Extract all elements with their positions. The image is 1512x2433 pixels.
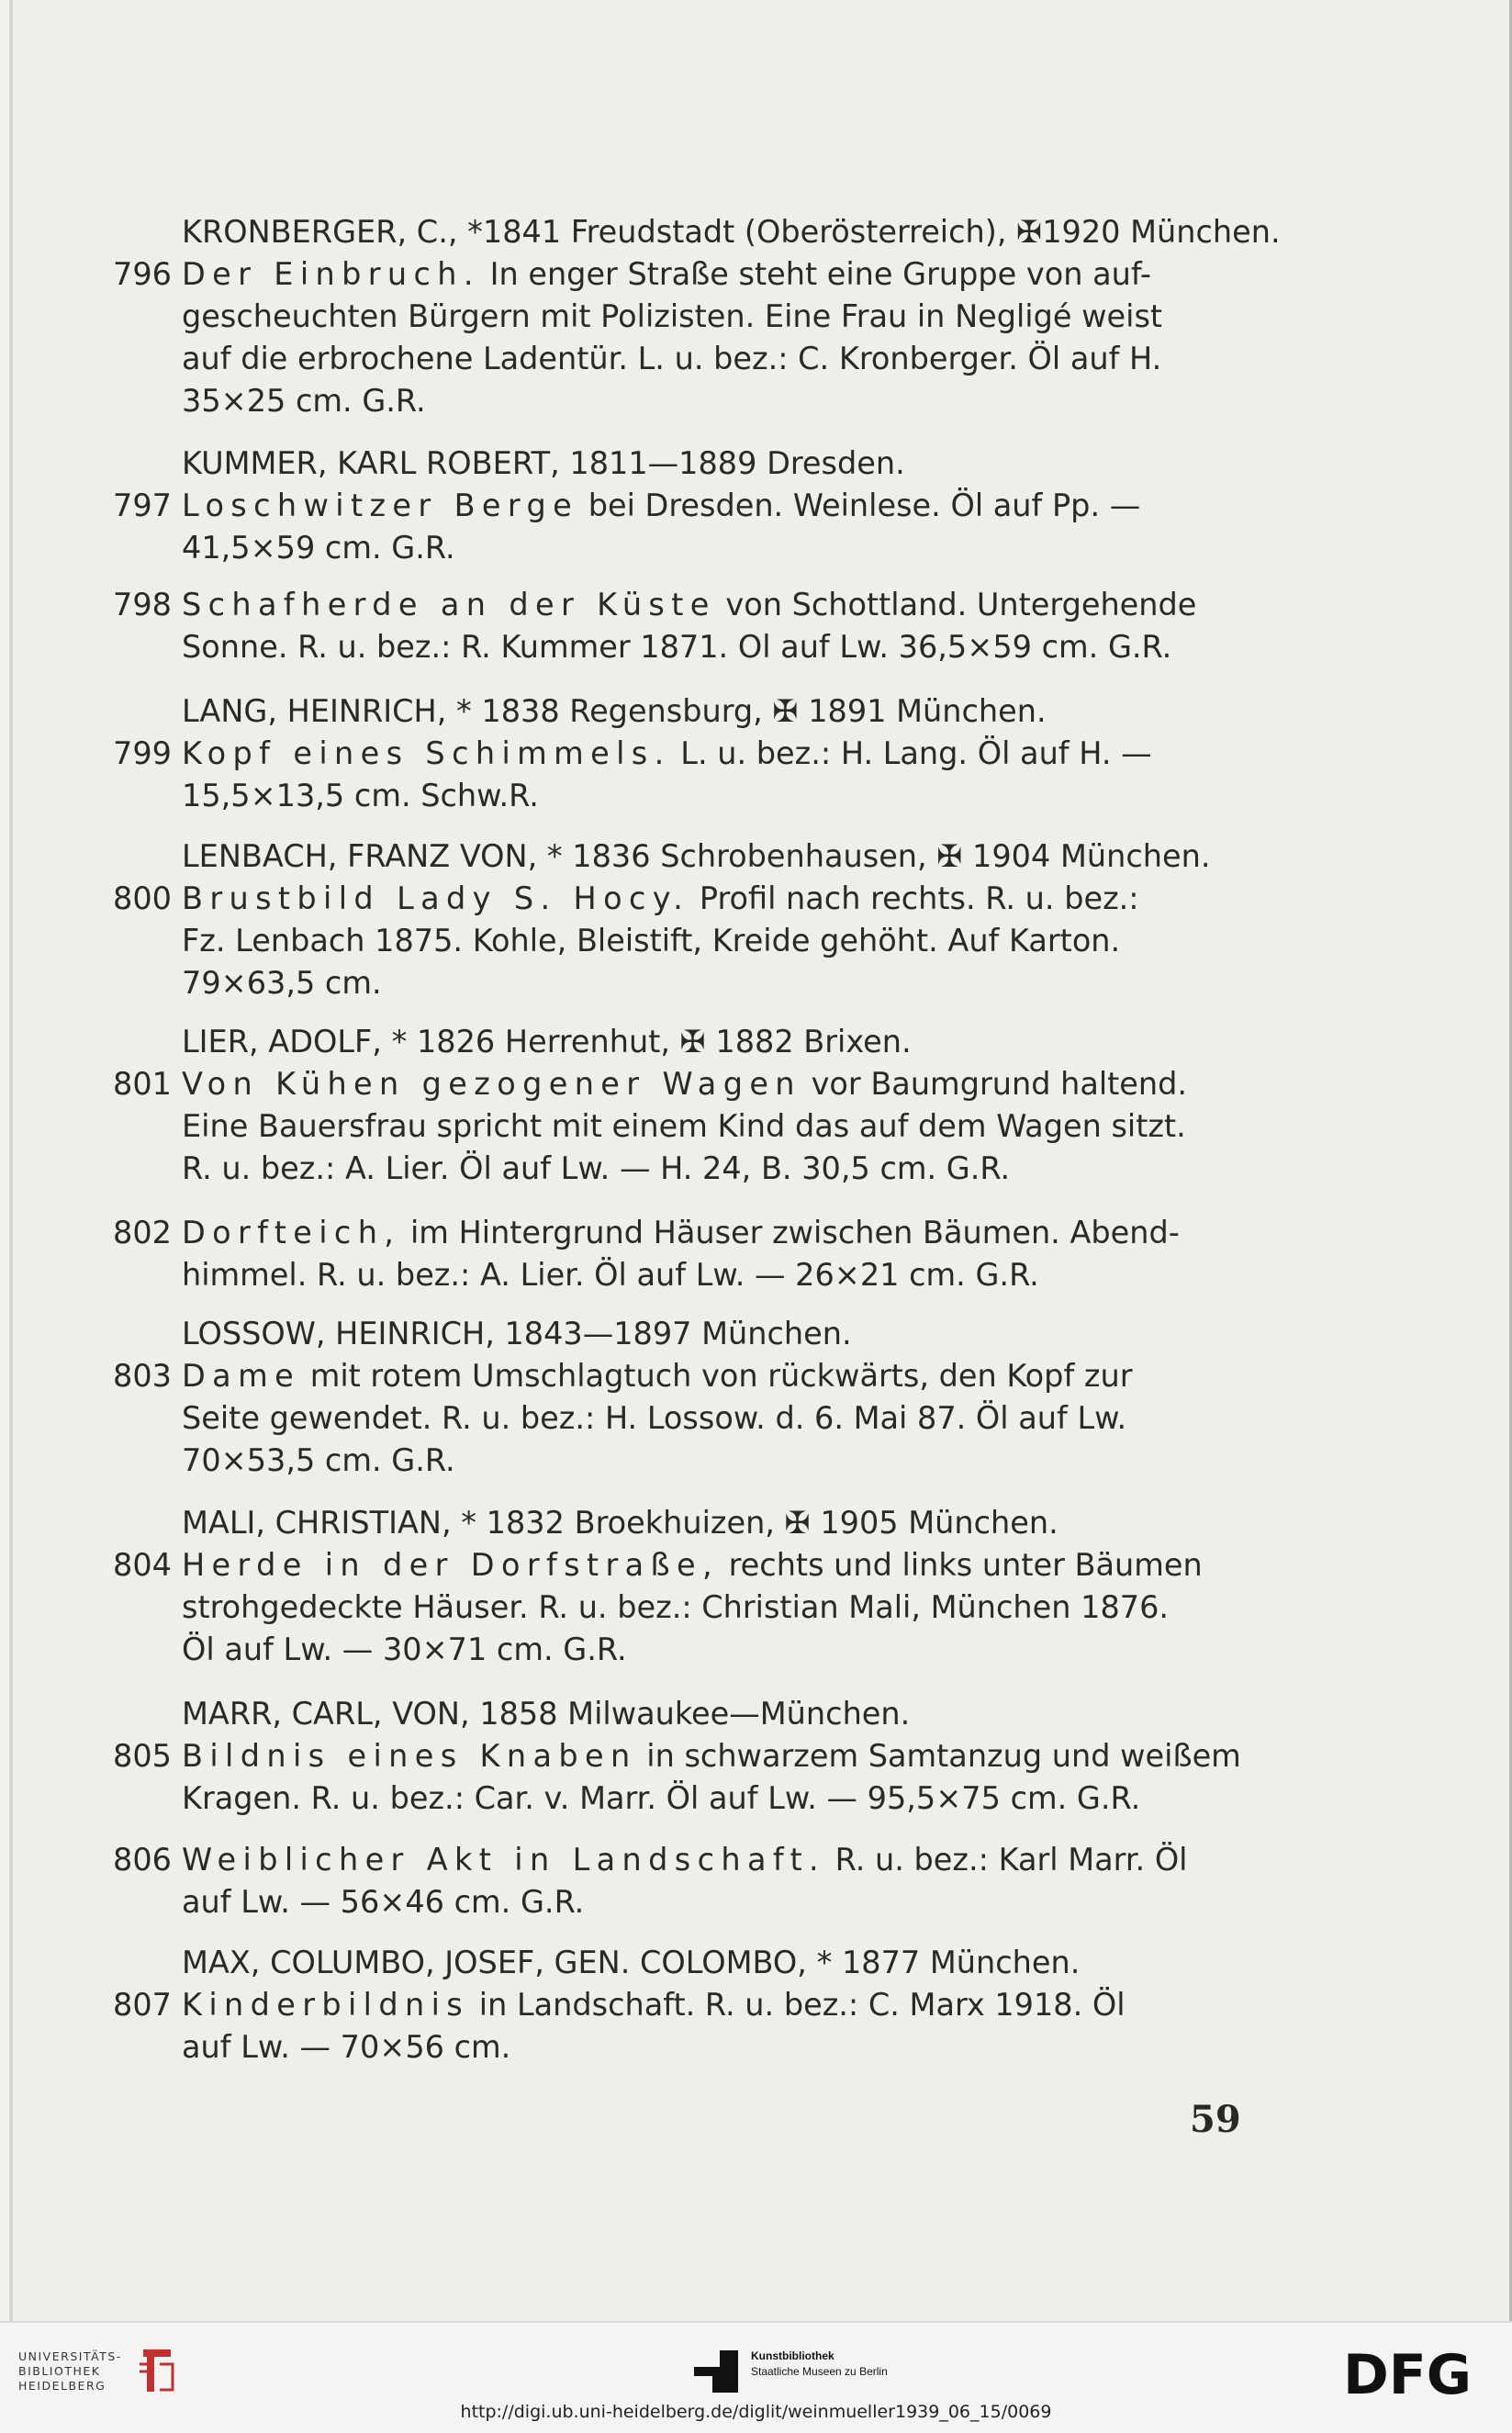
page-number: 59 — [1190, 2098, 1241, 2141]
entry-text: rechts und links unter Bäumen — [718, 1547, 1203, 1583]
artist-heading: LENBACH, FRANZ VON, * 1836 Schrobenhausen, ✠ 1904 München. — [182, 838, 1211, 874]
entry-title: Weiblicher Akt in Landschaft. — [182, 1842, 825, 1878]
university-library-label[interactable] — [18, 2349, 122, 2394]
entry-text: 15,5×13,5 cm. Schw.R. — [182, 778, 539, 813]
artist-heading: KUMMER, KARL ROBERT, 1811—1889 Dresden. — [182, 445, 905, 481]
artist-heading: LANG, HEINRICH, * 1838 Regensburg, ✠ 1891 München. — [182, 693, 1047, 729]
entry-text: im Hintergrund Häuser zwischen Bäumen. Abend- — [400, 1215, 1180, 1250]
artist-heading: LIER, ADOLF, * 1826 Herrenhut, ✠ 1882 Brixen. — [182, 1024, 912, 1060]
entry-number: 805 — [113, 1738, 172, 1774]
entry-text: Eine Bauersfrau spricht mit einem Kind das auf dem Wagen sitzt. — [182, 1108, 1186, 1144]
kunstbibliothek-label[interactable] — [751, 2349, 888, 2380]
university-logo-icon[interactable] — [136, 2344, 178, 2399]
artist-heading: MAX, COLUMBO, JOSEF, GEN. COLOMBO, * 1877 München. — [182, 1945, 1081, 1980]
artist-heading: MARR, CARL, VON, 1858 Milwaukee—München. — [182, 1696, 911, 1732]
entry-number: 797 — [113, 488, 172, 523]
entry-text: R. u. bez.: A. Lier. Öl auf Lw. — H. 24, B. 30,5 cm. G.R. — [182, 1150, 1011, 1186]
university-line: BIBLIOTHEK — [18, 2364, 101, 2378]
artist-heading: LOSSOW, HEINRICH, 1843—1897 München. — [182, 1316, 852, 1351]
entry-number: 801 — [113, 1066, 172, 1102]
dfg-logo-text: DFG — [1343, 2346, 1473, 2399]
entry-text: auf Lw. — 70×56 cm. — [182, 2029, 511, 2065]
entry-text: Fz. Lenbach 1875. Kohle, Bleistift, Kreide gehöht. Auf Karton. — [182, 923, 1121, 959]
entry-text: gescheuchten Bürgern mit Polizisten. Eine Frau in Negligé weist — [182, 298, 1163, 334]
entry-text: In enger Straße steht eine Gruppe von auf- — [479, 256, 1151, 292]
entry-title: Kinderbildnis — [182, 1987, 470, 2023]
entry-text: bei Dresden. Weinlese. Öl auf Pp. — — [578, 488, 1141, 523]
source-url[interactable]: http://digi.ub.uni-heidelberg.de/diglit/weinmueller1939_06_15/0069 — [460, 2402, 1052, 2422]
entry-title: Schafherde an der Küste — [182, 587, 716, 622]
entry-number: 796 — [113, 256, 172, 292]
entry-text: von Schottland. Untergehende — [715, 587, 1197, 622]
kunstbibliothek-logo-icon[interactable] — [692, 2349, 740, 2394]
entry-number: 802 — [113, 1215, 172, 1250]
entry-title: Von Kühen gezogener Wagen — [182, 1066, 801, 1102]
entry-text: R. u. bez.: Karl Marr. Öl — [824, 1842, 1188, 1878]
entry-text: himmel. R. u. bez.: A. Lier. Öl auf Lw. — 26×21 cm. G.R. — [182, 1257, 1039, 1293]
entry-number: 807 — [113, 1987, 172, 2023]
entry-text: in Landschaft. R. u. bez.: C. Marx 1918. Öl — [469, 1987, 1126, 2023]
entry-text: 79×63,5 cm. — [182, 965, 382, 1001]
entry-text: vor Baumgrund haltend. — [801, 1066, 1188, 1102]
dfg-logo-icon[interactable] — [1343, 2346, 1499, 2399]
university-line: HEIDELBERG — [18, 2379, 106, 2393]
entry-text: Sonne. R. u. bez.: R. Kummer 1871. Ol auf Lw. 36,5×59 cm. G.R. — [182, 629, 1172, 665]
entry-text: Öl auf Lw. — 30×71 cm. G.R. — [182, 1631, 627, 1667]
artist-heading: MALI, CHRISTIAN, * 1832 Broekhuizen, ✠ 1905 München. — [182, 1505, 1058, 1541]
entry-title: Der Einbruch. — [182, 256, 480, 292]
entry-text: mit rotem Umschlagtuch von rückwärts, den Kopf zur — [300, 1358, 1133, 1394]
entry-text: Seite gewendet. R. u. bez.: H. Lossow. d. 6. Mai 87. Öl auf Lw. — [182, 1400, 1127, 1436]
entry-text: auf Lw. — 56×46 cm. G.R. — [182, 1884, 585, 1920]
artist-heading: KRONBERGER, C., *1841 Freudstadt (Oberösterreich), ✠1920 München. — [182, 214, 1281, 250]
entry-text: 35×25 cm. G.R. — [182, 383, 426, 419]
kunstbibliothek-subtitle: Staatliche Museen zu Berlin — [751, 2365, 888, 2378]
entry-title: Herde in der Dorfstraße, — [182, 1547, 719, 1583]
entry-title: Dame — [182, 1358, 301, 1394]
entry-number: 806 — [113, 1842, 172, 1878]
entry-text: 41,5×59 cm. G.R. — [182, 530, 455, 566]
entry-number: 803 — [113, 1358, 172, 1394]
entry-title: Loschwitzer Berge — [182, 488, 579, 523]
entry-title: Kopf eines Schimmels. — [182, 735, 671, 771]
entry-number: 799 — [113, 735, 172, 771]
entry-text: strohgedeckte Häuser. R. u. bez.: Christian Mali, München 1876. — [182, 1589, 1170, 1625]
entry-title: Bildnis eines Knaben — [182, 1738, 637, 1774]
entry-number: 800 — [113, 880, 172, 916]
entry-title: Brustbild Lady S. Hocy. — [182, 880, 690, 916]
entry-text: Profil nach rechts. R. u. bez.: — [689, 880, 1139, 916]
entry-number: 804 — [113, 1547, 172, 1583]
entry-text: 70×53,5 cm. G.R. — [182, 1442, 455, 1478]
entry-text: in schwarzem Samtanzug und weißem — [636, 1738, 1241, 1774]
entry-text: auf die erbrochene Ladentür. L. u. bez.: C. Kronberger. Öl auf H. — [182, 341, 1162, 376]
kunstbibliothek-title: Kunstbibliothek — [751, 2349, 834, 2362]
entry-text: Kragen. R. u. bez.: Car. v. Marr. Öl auf Lw. — 95,5×75 cm. G.R. — [182, 1780, 1141, 1816]
entry-number: 798 — [113, 587, 172, 622]
entry-title: Dorfteich, — [182, 1215, 401, 1250]
university-line: UNIVERSITÄTS- — [18, 2349, 122, 2363]
entry-text: L. u. bez.: H. Lang. Öl auf H. — — [670, 735, 1152, 771]
